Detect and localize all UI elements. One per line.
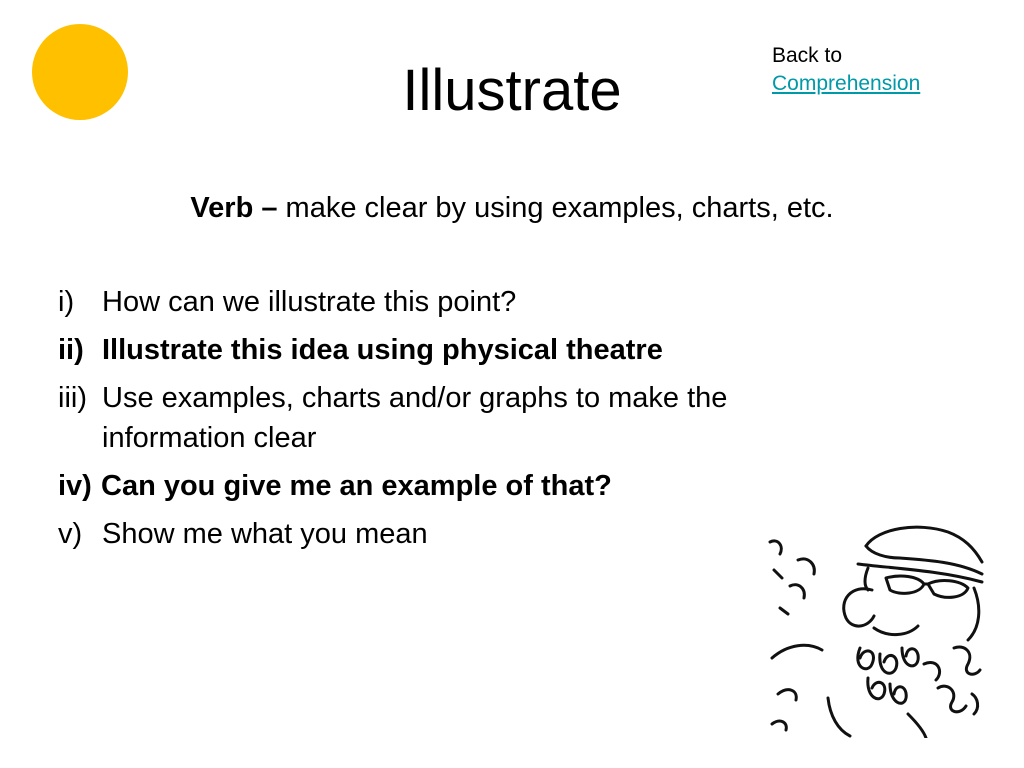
list-item (58, 514, 848, 554)
list-item-number: i) (58, 286, 75, 318)
list-item (58, 378, 848, 458)
definition-term: Verb – (190, 192, 278, 224)
question-list (58, 282, 848, 562)
list-item (58, 330, 848, 370)
definition-text: make clear by using examples, charts, etc. (285, 192, 834, 224)
list-item-text: How can we illustrate this point? (102, 286, 517, 318)
cartoon-man-sketch (768, 518, 986, 738)
back-link-block (772, 42, 920, 98)
list-item-text: Use examples, charts and/or graphs to make the information clear (102, 382, 728, 454)
list-item (58, 282, 848, 322)
page-title: Illustrate (402, 58, 622, 123)
list-item-number: iv) (58, 470, 92, 502)
definition (0, 190, 1024, 226)
back-link-prefix: Back to (772, 44, 843, 67)
comprehension-link[interactable]: Comprehension (772, 72, 921, 95)
list-item-text: Illustrate this idea using physical theatre (102, 334, 663, 366)
list-item-text: Can you give me an example of that? (101, 470, 612, 502)
list-item-number: ii) (58, 334, 84, 366)
list-item-text: Show me what you mean (102, 518, 428, 550)
list-item-number: v) (58, 518, 83, 550)
list-item (58, 466, 848, 506)
list-item-number: iii) (58, 382, 87, 414)
